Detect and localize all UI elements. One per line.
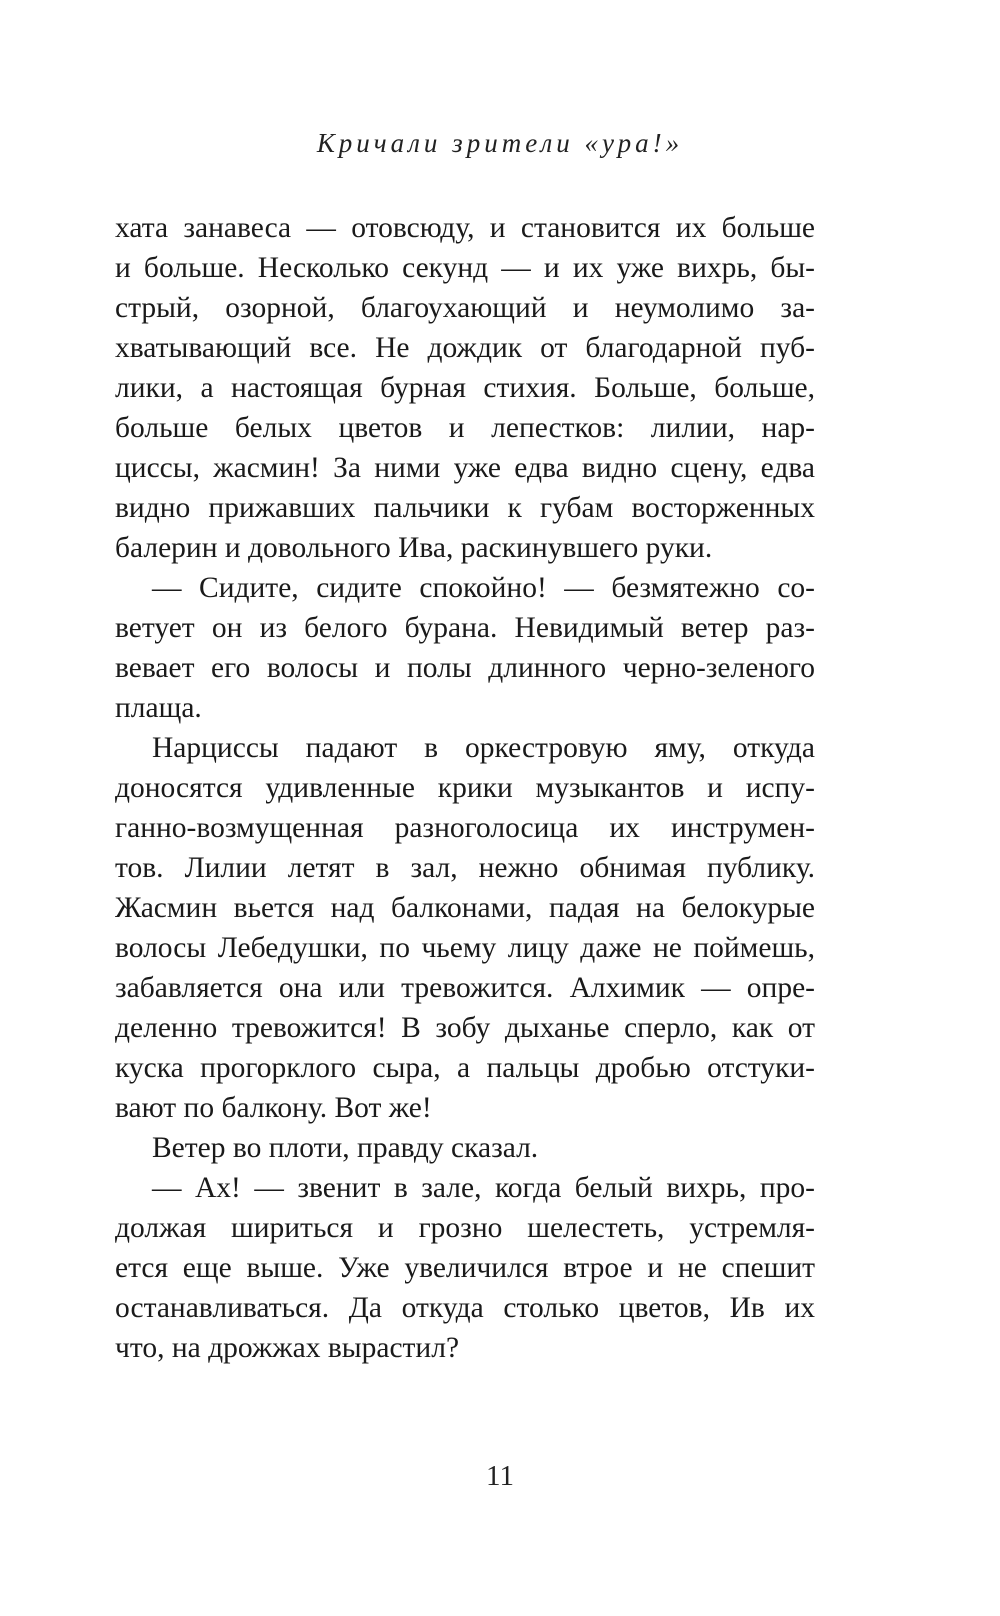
text-line: волосы Лебедушки, по чьему лицу даже не поймешь, [115,932,815,964]
text-line: должая шириться и грозно шелестеть, устремля- [115,1212,815,1244]
text-line: деленно тревожится! В зобу дыханье сперло, как от [115,1012,815,1044]
text-line: куска прогорклого сыра, а пальцы дробью отстуки- [115,1052,815,1084]
text-line: стрый, озорной, благоухающий и неумолимо за- [115,292,815,324]
text-line: что, на дрожжах вырастил? [115,1332,460,1364]
text-line: циссы, жасмин! За ними уже едва видно сцену, едва [115,452,815,484]
text-line: забавляется она или тревожится. Алхимик — опре- [115,972,815,1004]
text-line: хата занавеса — отовсюду, и становится их больше [115,212,815,244]
page-number: 11 [486,1460,514,1492]
text-line: и больше. Несколько секунд — и их уже вихрь, бы- [115,252,815,284]
text-line: вевает его волосы и полы длинного черно-зеленого [115,652,815,684]
text-line: вают по балкону. Вот же! [115,1092,432,1124]
body-text [115,208,815,1368]
text-line: ется еще выше. Уже увеличился втрое и не спешит [115,1252,815,1284]
text-line: тов. Лилии летят в зал, нежно обнимая публику. [115,852,815,884]
text-line: хватывающий все. Не дождик от благодарной пуб- [115,332,815,364]
text-line: ветует он из белого бурана. Невидимый ветер раз- [115,612,815,644]
text-line: Нарциссы падают в оркестровую яму, откуда [152,732,815,764]
text-line: балерин и довольного Ива, раскинувшего руки. [115,532,713,564]
text-line: Ветер во плоти, правду сказал. [152,1132,539,1164]
text-line: доносятся удивленные крики музыкантов и испу- [115,772,815,804]
text-line: останавливаться. Да откуда столько цветов, Ив их [115,1292,815,1324]
running-head: Кричали зрители «ура!» [316,128,684,158]
text-line: Жасмин вьется над балконами, падая на белокурые [115,892,815,924]
text-line: — Ах! — звенит в зале, когда белый вихрь, про- [152,1172,815,1204]
text-line: лики, а настоящая бурная стихия. Больше, больше, [115,372,815,404]
text-line: — Сидите, сидите спокойно! — безмятежно со- [152,572,815,604]
text-line: ганно-возмущенная разноголосица их инструмен- [115,812,815,844]
text-line: видно прижавших пальчики к губам восторженных [115,492,815,524]
text-line: плаща. [115,692,202,724]
text-line: больше белых цветов и лепестков: лилии, нар- [115,412,815,444]
